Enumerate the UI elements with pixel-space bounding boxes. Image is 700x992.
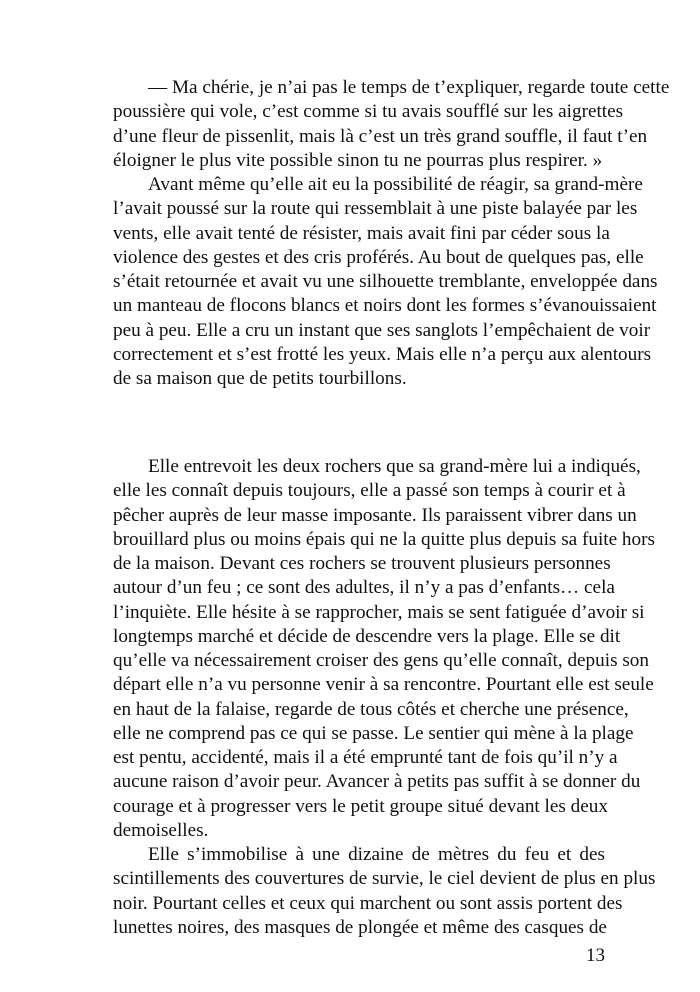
text-line: — Ma chérie, je n’ai pas le temps de t’expliquer, regarde toute cette [148, 77, 670, 98]
text-line: longtemps marché et décide de descendre vers la plage. Elle se dit [113, 625, 621, 647]
text-line: départ elle n’a vu personne venir à sa rencontre. Pourtant elle est seule [113, 674, 654, 696]
text-line: correctement et s’est frotté les yeux. Mais elle n’a perçu aux alentours [113, 343, 652, 365]
text-line: éloigner le plus vite possible sinon tu ne pourras plus respirer. » [113, 149, 603, 171]
text-line: elle ne comprend pas ce qui se passe. Le sentier qui mène à la plage [113, 722, 634, 744]
text-line: aucune raison d’avoir peur. Avancer à petits pas suffit à se donner du [113, 771, 641, 793]
paragraph [113, 173, 658, 391]
text-section-1 [113, 76, 670, 391]
text-line: autour d’un feu ; ce sont des adultes, il n’y a pas d’enfants… cela [113, 577, 615, 599]
text-line: Avant même qu’elle ait eu la possibilité de réagir, sa grand-mère [148, 174, 643, 195]
text-line: scintillements des couvertures de survie, le ciel devient de plus en plus [113, 868, 656, 890]
text-line: courage et à progresser vers le petit groupe situé devant les deux [113, 795, 608, 817]
text-line: brouillard plus ou moins épais qui ne la quitte plus depuis sa fuite hors [113, 528, 655, 550]
text-line: noir. Pourtant celles et ceux qui marchent ou sont assis portent des [113, 892, 623, 914]
paragraph [113, 76, 670, 173]
text-line: lunettes noires, des masques de plongée et même des casques de [113, 916, 607, 938]
text-line: pêcher auprès de leur masse imposante. Ils paraissent vibrer dans un [113, 504, 637, 526]
text-line: Elle entrevoit les deux rochers que sa grand-mère lui a indiqués, [148, 456, 641, 477]
text-line: vents, elle avait tenté de résister, mais avait fini par céder sous la [113, 222, 610, 244]
text-line: violence des gestes et des cris proférés. Au bout de quelques pas, elle [113, 246, 644, 268]
paragraph [113, 843, 656, 940]
page-number: 13 [586, 945, 605, 966]
text-line: d’une fleur de pissenlit, mais là c’est un très grand souffle, il faut t’en [113, 125, 648, 147]
text-line: de la maison. Devant ces rochers se trouvent plusieurs personnes [113, 553, 611, 574]
text-line: l’inquiète. Elle hésite à se rapprocher, mais se sent fatiguée d’avoir si [113, 601, 645, 623]
text-line: poussière qui vole, c’est comme si tu avais soufflé sur les aigrettes [113, 101, 624, 123]
paragraph [113, 455, 655, 843]
text-line: s’était retournée et avait vu une silhouette tremblante, enveloppée dans [113, 271, 658, 292]
text-line: est pentu, accidenté, mais il a été emprunté tant de fois qu’il n’y a [113, 747, 618, 768]
text-line: peu à peu. Elle a cru un instant que ses sanglots l’empêchaient de voir [113, 319, 651, 341]
text-line: de sa maison que de petits tourbillons. [113, 368, 407, 389]
text-line: l’avait poussé sur la route qui ressemblait à une piste balayée par les [113, 198, 638, 220]
text-line: en haut de la falaise, regarde de tous côtés et cherche une présence, [113, 698, 629, 720]
text-line: Elle s’immobilise à une dizaine de mètres du feu et des [148, 844, 605, 865]
text-line: elle les connaît depuis toujours, elle a passé son temps à courir et à [113, 480, 626, 502]
text-line: demoiselles. [113, 819, 209, 841]
text-line: un manteau de flocons blancs et noirs dont les formes s’évanouissaient [113, 295, 657, 317]
text-line: qu’elle va nécessairement croiser des gens qu’elle connaît, depuis son [113, 650, 649, 671]
text-section-2 [113, 455, 656, 940]
